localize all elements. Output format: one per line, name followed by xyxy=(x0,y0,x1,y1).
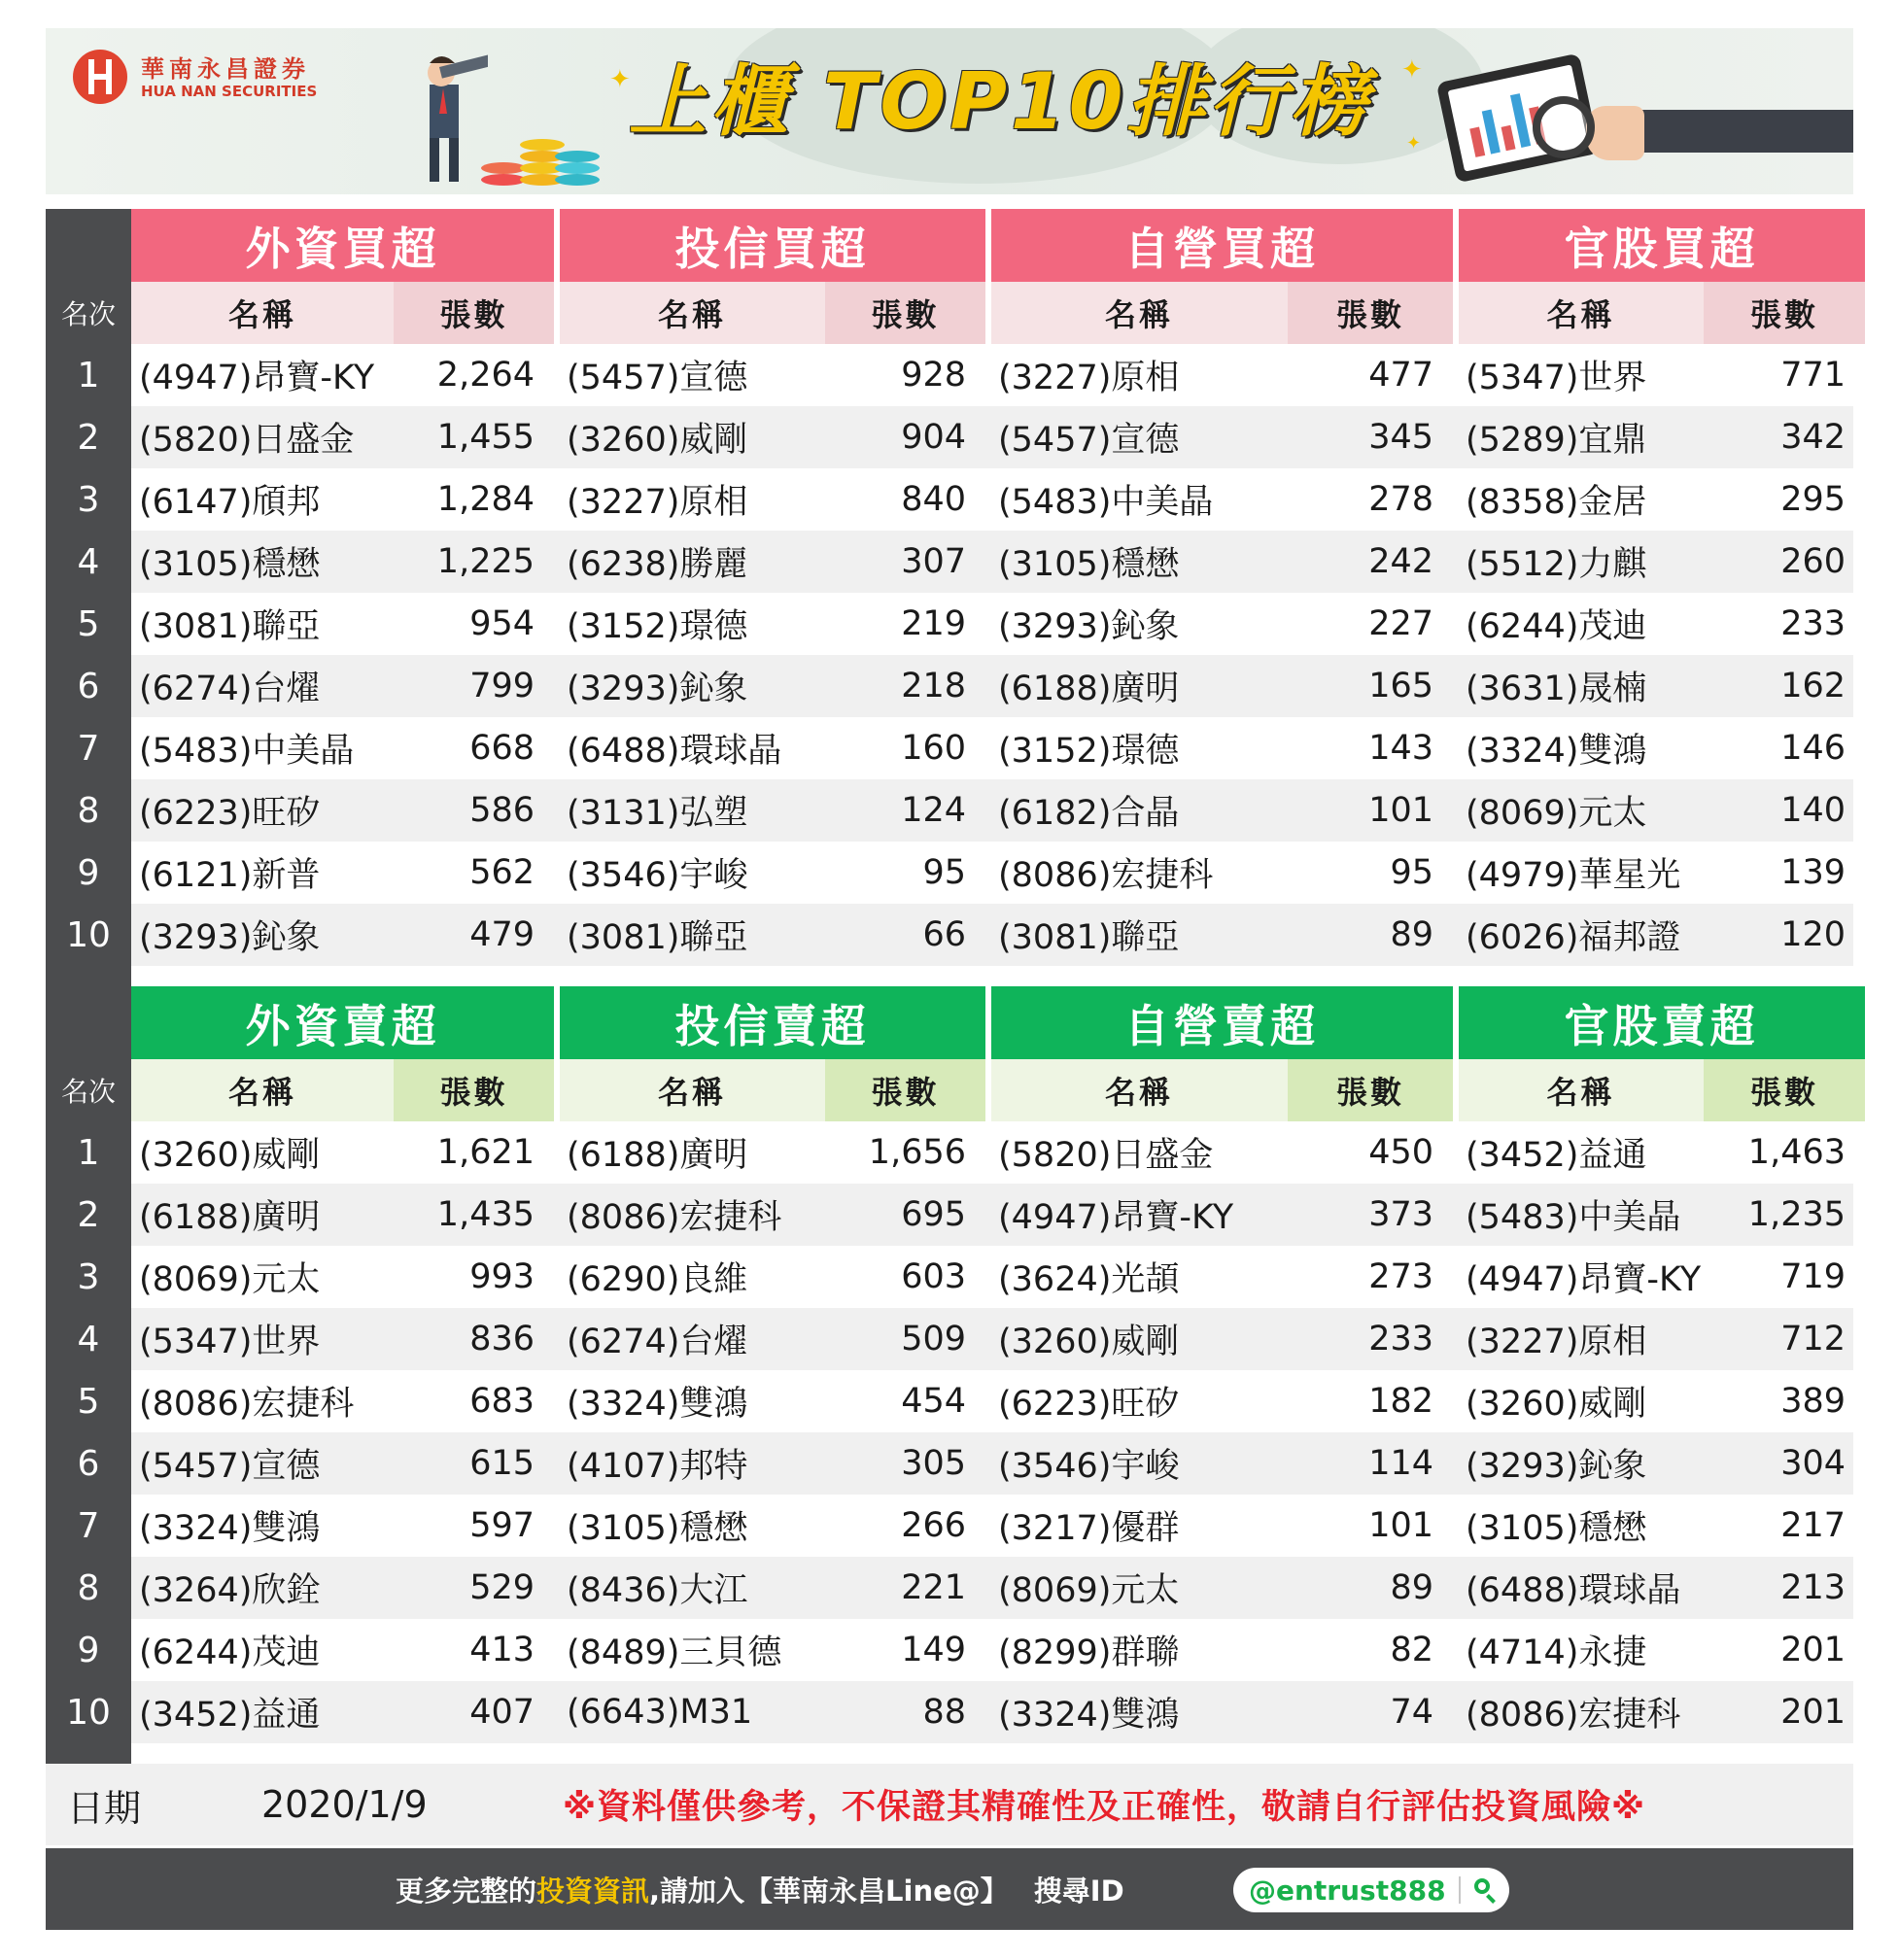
stock-name: (6188)廣明 xyxy=(998,670,1180,708)
share-count: 597 xyxy=(469,1506,535,1545)
share-count: 221 xyxy=(901,1568,966,1607)
share-count: 160 xyxy=(901,729,966,768)
share-count: 165 xyxy=(1368,667,1433,705)
divider xyxy=(1459,1876,1461,1904)
share-count: 1,621 xyxy=(436,1133,535,1172)
share-count: 407 xyxy=(469,1693,535,1732)
stock-name: (6223)旺矽 xyxy=(998,1385,1180,1424)
stock-name: (6238)勝麗 xyxy=(567,545,748,584)
column-divider xyxy=(1456,986,1459,1121)
stock-name: (3081)聯亞 xyxy=(998,918,1180,957)
share-count: 342 xyxy=(1780,418,1846,457)
share-count: 219 xyxy=(901,604,966,643)
share-count: 201 xyxy=(1780,1631,1846,1669)
stock-name: (3264)欣銓 xyxy=(139,1571,321,1610)
stock-name: (3217)優群 xyxy=(998,1509,1180,1548)
stock-name: (4979)華星光 xyxy=(1466,856,1681,895)
stock-name: (8086)宏捷科 xyxy=(998,856,1214,895)
share-count: 74 xyxy=(1390,1693,1433,1732)
rank-number: 5 xyxy=(77,603,100,644)
column-header-name: 名稱 xyxy=(559,1059,825,1121)
share-count: 668 xyxy=(469,729,535,768)
stock-name: (4947)昂寶-KY xyxy=(1466,1260,1702,1299)
share-count: 509 xyxy=(901,1320,966,1358)
share-count: 162 xyxy=(1780,667,1846,705)
share-count: 1,284 xyxy=(436,480,535,519)
date-label: 日期 xyxy=(67,1786,142,1830)
stock-name: (5347)世界 xyxy=(139,1323,321,1361)
rank-number: 1 xyxy=(77,355,100,395)
share-count: 260 xyxy=(1780,542,1846,581)
stock-name: (3131)弘塑 xyxy=(567,794,748,833)
stock-name: (3293)鈊象 xyxy=(1466,1447,1647,1486)
stock-name: (6290)良維 xyxy=(567,1260,748,1299)
share-count: 295 xyxy=(1780,480,1846,519)
stock-name: (8069)元太 xyxy=(1466,794,1647,833)
sell-section-header: 自營賣超 xyxy=(990,986,1453,1059)
table-row xyxy=(77,406,1853,468)
stock-name: (3105)穩懋 xyxy=(1466,1509,1647,1548)
share-count: 89 xyxy=(1390,1568,1433,1607)
share-count: 2,264 xyxy=(436,356,535,395)
rank-number: 9 xyxy=(77,1630,100,1670)
line-id-search-box[interactable] xyxy=(1233,1868,1509,1912)
share-count: 1,463 xyxy=(1747,1133,1846,1172)
column-header-shares: 張數 xyxy=(1704,282,1865,344)
stock-name: (6121)新普 xyxy=(139,856,321,895)
rank-number: 6 xyxy=(77,1443,100,1484)
table-row xyxy=(77,655,1853,717)
stock-name: (8299)群聯 xyxy=(998,1633,1180,1672)
stock-name: (5820)日盛金 xyxy=(139,421,355,460)
stock-name: (5289)宜鼎 xyxy=(1466,421,1647,460)
table-row xyxy=(77,1246,1853,1308)
net-buy-table xyxy=(46,209,1853,986)
rank-number: 10 xyxy=(66,1692,111,1733)
stock-name: (5483)中美晶 xyxy=(998,483,1214,522)
table-row xyxy=(77,779,1853,842)
coin-stack-icon xyxy=(473,106,600,194)
arm-decoration xyxy=(1620,110,1853,153)
promo-bar xyxy=(46,1848,1853,1930)
share-count: 413 xyxy=(469,1631,535,1669)
rank-number: 3 xyxy=(77,479,100,520)
stock-name: (5457)宣德 xyxy=(998,421,1180,460)
table-row xyxy=(77,1557,1853,1619)
sparkle-icon: ✦ xyxy=(609,65,631,94)
date-value: 2020/1/9 xyxy=(261,1783,428,1826)
buy-section-header: 外資買超 xyxy=(131,209,554,282)
share-count: 836 xyxy=(469,1320,535,1358)
stock-name: (3260)威剛 xyxy=(998,1323,1180,1361)
table-row xyxy=(77,344,1853,406)
table-row xyxy=(77,1184,1853,1246)
stock-name: (6274)台燿 xyxy=(567,1323,748,1361)
rank-number: 6 xyxy=(77,666,100,706)
share-count: 1,225 xyxy=(436,542,535,581)
stock-name: (3324)雙鴻 xyxy=(1466,732,1647,771)
sell-section-header: 官股賣超 xyxy=(1458,986,1865,1059)
rank-number: 2 xyxy=(77,1194,100,1235)
stock-name: (8086)宏捷科 xyxy=(1466,1696,1681,1735)
column-header-shares: 張數 xyxy=(1288,1059,1453,1121)
stock-name: (6026)福邦證 xyxy=(1466,918,1681,957)
share-count: 799 xyxy=(469,667,535,705)
share-count: 373 xyxy=(1368,1195,1433,1234)
rank-number: 9 xyxy=(77,852,100,893)
share-count: 139 xyxy=(1780,853,1846,892)
table-row xyxy=(77,842,1853,904)
stock-name: (6147)頎邦 xyxy=(139,483,321,522)
stock-name: (3227)原相 xyxy=(567,483,748,522)
share-count: 278 xyxy=(1368,480,1433,519)
rank-number: 5 xyxy=(77,1381,100,1422)
share-count: 146 xyxy=(1780,729,1846,768)
header-banner xyxy=(46,28,1853,194)
share-count: 719 xyxy=(1780,1257,1846,1296)
share-count: 89 xyxy=(1390,915,1433,954)
stock-name: (8086)宏捷科 xyxy=(567,1198,782,1237)
rank-number: 2 xyxy=(77,417,100,458)
column-header-shares: 張數 xyxy=(1288,282,1453,344)
stock-name: (8436)大江 xyxy=(567,1571,748,1610)
promo-suffix: ,請加入【華南永昌Line@】 xyxy=(649,1874,1009,1908)
stock-name: (3293)鈊象 xyxy=(998,607,1180,646)
column-header-name: 名稱 xyxy=(990,282,1288,344)
share-count: 149 xyxy=(901,1631,966,1669)
table-row xyxy=(77,1495,1853,1557)
share-count: 120 xyxy=(1780,915,1846,954)
promo-text xyxy=(396,1848,1124,1930)
rank-number: 3 xyxy=(77,1256,100,1297)
stock-name: (5512)力麒 xyxy=(1466,545,1647,584)
disclaimer-text: ※資料僅供參考，不保證其精確性及正確性，敬請自行評估投資風險※ xyxy=(563,1788,1646,1827)
search-id-label: 搜尋ID xyxy=(1033,1874,1124,1908)
rank-header: 名次 xyxy=(60,1076,116,1108)
stock-name: (4947)昂寶-KY xyxy=(998,1198,1234,1237)
stock-name: (4947)昂寶-KY xyxy=(139,359,375,397)
share-count: 904 xyxy=(901,418,966,457)
sell-section-header: 外資賣超 xyxy=(131,986,554,1059)
stock-name: (6488)環球晶 xyxy=(1466,1571,1681,1610)
stock-name: (3546)宇峻 xyxy=(998,1447,1180,1486)
share-count: 227 xyxy=(1368,604,1433,643)
column-divider xyxy=(557,209,560,344)
stock-name: (3293)鈊象 xyxy=(567,670,748,708)
share-count: 95 xyxy=(922,853,966,892)
column-divider xyxy=(1456,209,1459,344)
stock-name: (3624)光頡 xyxy=(998,1260,1180,1299)
stock-name: (3152)璟德 xyxy=(998,732,1180,771)
stock-name: (3260)威剛 xyxy=(139,1136,321,1175)
share-count: 304 xyxy=(1780,1444,1846,1483)
stock-name: (5347)世界 xyxy=(1466,359,1647,397)
stock-name: (8358)金居 xyxy=(1466,483,1647,522)
stock-name: (5457)宣德 xyxy=(567,359,748,397)
share-count: 143 xyxy=(1368,729,1433,768)
buy-section-header: 自營買超 xyxy=(990,209,1453,282)
stock-name: (5483)中美晶 xyxy=(1466,1198,1681,1237)
stock-name: (3293)鈊象 xyxy=(139,918,321,957)
stock-name: (4714)永捷 xyxy=(1466,1633,1647,1672)
page-title: 上櫃 TOP10排行榜 xyxy=(629,56,1372,147)
brand-name-en: HUA NAN SECURITIES xyxy=(141,83,318,100)
rank-number: 4 xyxy=(77,1319,100,1359)
stock-name: (8069)元太 xyxy=(998,1571,1180,1610)
share-count: 266 xyxy=(901,1506,966,1545)
net-sell-table xyxy=(46,986,1853,1764)
stock-name: (6244)茂迪 xyxy=(139,1633,321,1672)
share-count: 217 xyxy=(1780,1506,1846,1545)
share-count: 840 xyxy=(901,480,966,519)
stock-name: (8086)宏捷科 xyxy=(139,1385,355,1424)
share-count: 454 xyxy=(901,1382,966,1421)
stock-name: (3260)威剛 xyxy=(1466,1385,1647,1424)
share-count: 305 xyxy=(901,1444,966,1483)
column-header-name: 名稱 xyxy=(1458,282,1704,344)
stock-name: (3227)原相 xyxy=(1466,1323,1647,1361)
share-count: 562 xyxy=(469,853,535,892)
stock-name: (3081)聯亞 xyxy=(139,607,321,646)
column-divider xyxy=(988,986,991,1121)
table-row xyxy=(77,717,1853,779)
rank-number: 8 xyxy=(77,1567,100,1608)
stock-name: (3631)晟楠 xyxy=(1466,670,1647,708)
column-divider xyxy=(557,986,560,1121)
column-header-name: 名稱 xyxy=(1458,1059,1704,1121)
share-count: 529 xyxy=(469,1568,535,1607)
column-header-name: 名稱 xyxy=(131,282,394,344)
stock-name: (6274)台燿 xyxy=(139,670,321,708)
share-count: 450 xyxy=(1368,1133,1433,1172)
column-header-name: 名稱 xyxy=(131,1059,394,1121)
table-row xyxy=(77,593,1853,655)
share-count: 345 xyxy=(1368,418,1433,457)
stock-name: (3105)穩懋 xyxy=(567,1509,748,1548)
stock-name: (3324)雙鴻 xyxy=(567,1385,748,1424)
line-id-text: @entrust888 xyxy=(1249,1874,1446,1907)
rank-header: 名次 xyxy=(60,298,116,330)
stock-name: (6244)茂迪 xyxy=(1466,607,1647,646)
stock-name: (3227)原相 xyxy=(998,359,1180,397)
share-count: 712 xyxy=(1780,1320,1846,1358)
sell-section-header: 投信賣超 xyxy=(559,986,985,1059)
share-count: 101 xyxy=(1368,1506,1433,1545)
promo-prefix: 更多完整的 xyxy=(396,1874,537,1908)
share-count: 82 xyxy=(1390,1631,1433,1669)
table-row xyxy=(77,1432,1853,1495)
stock-name: (6182)合晶 xyxy=(998,794,1180,833)
share-count: 242 xyxy=(1368,542,1433,581)
rank-number: 10 xyxy=(66,914,111,955)
share-count: 1,435 xyxy=(436,1195,535,1234)
stock-name: (3105)穩懋 xyxy=(998,545,1180,584)
stock-name: (6643)M31 xyxy=(567,1693,753,1732)
stock-name: (5820)日盛金 xyxy=(998,1136,1214,1175)
column-header-name: 名稱 xyxy=(559,282,825,344)
stock-name: (3324)雙鴻 xyxy=(998,1696,1180,1735)
share-count: 88 xyxy=(922,1693,966,1732)
brand-name-cn: 華南永昌證券 xyxy=(141,54,310,83)
rank-number: 8 xyxy=(77,790,100,831)
search-icon[interactable] xyxy=(1474,1878,1490,1894)
column-header-shares: 張數 xyxy=(394,1059,554,1121)
share-count: 1,455 xyxy=(436,418,535,457)
stock-name: (3081)聯亞 xyxy=(567,918,748,957)
table-row xyxy=(77,1121,1853,1184)
share-count: 683 xyxy=(469,1382,535,1421)
share-count: 218 xyxy=(901,667,966,705)
share-count: 114 xyxy=(1368,1444,1433,1483)
share-count: 928 xyxy=(901,356,966,395)
share-count: 1,235 xyxy=(1747,1195,1846,1234)
magnifier-icon xyxy=(1533,96,1595,158)
share-count: 124 xyxy=(901,791,966,830)
stock-name: (5457)宣德 xyxy=(139,1447,321,1486)
buy-section-header: 官股買超 xyxy=(1458,209,1865,282)
table-row xyxy=(77,531,1853,593)
table-row xyxy=(77,1370,1853,1432)
stock-name: (6488)環球晶 xyxy=(567,732,782,771)
buy-section-header: 投信買超 xyxy=(559,209,985,282)
share-count: 1,656 xyxy=(868,1133,966,1172)
stock-name: (3105)穩懋 xyxy=(139,545,321,584)
rank-number: 4 xyxy=(77,541,100,582)
column-divider xyxy=(988,209,991,344)
stock-name: (4107)邦特 xyxy=(567,1447,748,1486)
rank-number: 7 xyxy=(77,1505,100,1546)
stock-name: (3546)宇峻 xyxy=(567,856,748,895)
column-header-shares: 張數 xyxy=(1704,1059,1865,1121)
column-header-shares: 張數 xyxy=(394,282,554,344)
table-row xyxy=(77,468,1853,531)
share-count: 213 xyxy=(1780,1568,1846,1607)
share-count: 66 xyxy=(922,915,966,954)
share-count: 101 xyxy=(1368,791,1433,830)
share-count: 477 xyxy=(1368,356,1433,395)
brand-logo xyxy=(73,46,403,114)
table-row xyxy=(66,1681,1853,1743)
stock-name: (6223)旺矽 xyxy=(139,794,321,833)
column-header-shares: 張數 xyxy=(825,1059,985,1121)
share-count: 233 xyxy=(1780,604,1846,643)
hua-nan-logo-icon xyxy=(73,50,127,104)
table-row xyxy=(77,1308,1853,1370)
hand-decoration xyxy=(1586,106,1644,160)
share-count: 201 xyxy=(1780,1693,1846,1732)
share-count: 615 xyxy=(469,1444,535,1483)
sparkle-icon: ✦ xyxy=(1406,133,1422,154)
sparkle-icon: ✦ xyxy=(1401,55,1423,85)
stock-name: (3152)璟德 xyxy=(567,607,748,646)
rank-number: 7 xyxy=(77,728,100,769)
stock-name: (8489)三貝德 xyxy=(567,1633,782,1672)
stock-name: (3452)益通 xyxy=(1466,1136,1647,1175)
share-count: 603 xyxy=(901,1257,966,1296)
share-count: 695 xyxy=(901,1195,966,1234)
stock-name: (8069)元太 xyxy=(139,1260,321,1299)
stock-name: (3260)威剛 xyxy=(567,421,748,460)
rank-number: 1 xyxy=(77,1132,100,1173)
share-count: 389 xyxy=(1780,1382,1846,1421)
promo-highlight: 投資資訊 xyxy=(536,1874,650,1908)
stock-name: (6188)廣明 xyxy=(567,1136,748,1175)
share-count: 307 xyxy=(901,542,966,581)
column-header-shares: 張數 xyxy=(825,282,985,344)
share-count: 586 xyxy=(469,791,535,830)
share-count: 182 xyxy=(1368,1382,1433,1421)
stock-name: (5483)中美晶 xyxy=(139,732,355,771)
share-count: 771 xyxy=(1780,356,1846,395)
share-count: 140 xyxy=(1780,791,1846,830)
stock-name: (3452)益通 xyxy=(139,1696,321,1735)
date-bar xyxy=(46,1764,1853,1845)
share-count: 95 xyxy=(1390,853,1433,892)
share-count: 954 xyxy=(469,604,535,643)
share-count: 233 xyxy=(1368,1320,1433,1358)
table-row xyxy=(77,1619,1853,1681)
share-count: 479 xyxy=(469,915,535,954)
share-count: 273 xyxy=(1368,1257,1433,1296)
stock-name: (6188)廣明 xyxy=(139,1198,321,1237)
stock-name: (3324)雙鴻 xyxy=(139,1509,321,1548)
column-header-name: 名稱 xyxy=(990,1059,1288,1121)
table-row xyxy=(66,904,1853,966)
share-count: 993 xyxy=(469,1257,535,1296)
